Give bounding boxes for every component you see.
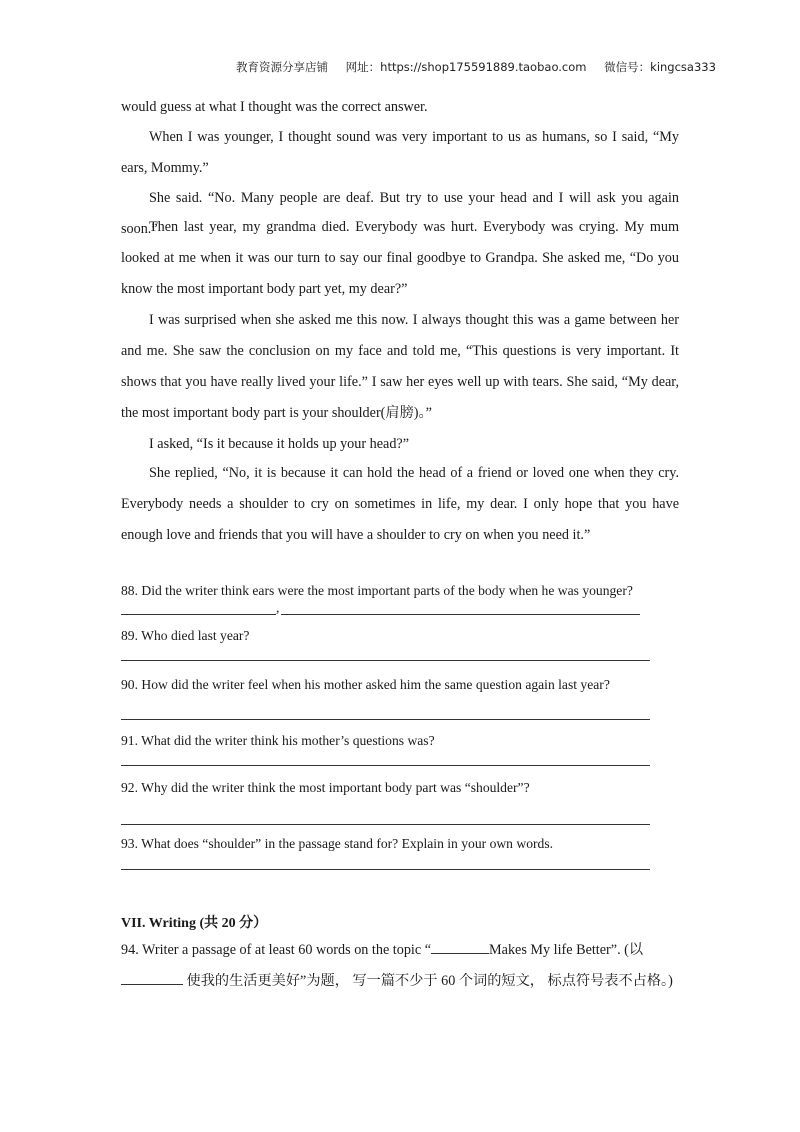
page-header: [236, 59, 730, 75]
answer-line-92[interactable]: [121, 824, 650, 825]
question-88: 88. Did the writer think ears were the most important parts of the body when he was younger?: [121, 583, 633, 598]
answer-line-88b[interactable]: [281, 614, 640, 615]
topic-blank-cn[interactable]: [121, 970, 183, 985]
wechat-value: kingcsa333: [650, 60, 716, 74]
passage-paragraph: Then last year, my grandma died. Everybody was hurt. Everybody was crying. My mum looked at me when it was our turn to say our final goodbye to Grandpa. She asked me, “Do you know the most important body part yet, my dear?”: [121, 219, 679, 297]
url-label: 网址：: [345, 60, 381, 74]
question-92: 92. Why did the writer think the most important body part was “shoulder”?: [121, 780, 530, 795]
answer-separator: ,: [276, 600, 280, 615]
passage-paragraph: would guess at what I thought was the correct answer.: [121, 99, 428, 115]
passage-paragraph: She said. “No. Many people are deaf. But try to use your head and I will ask you again soon.”: [121, 190, 679, 237]
prompt-text-c: 使我的生活更美好”为题， 写一篇不少于 60 个词的短文， 标点符号表不占格。): [183, 973, 673, 989]
answer-line-91[interactable]: [121, 765, 650, 766]
answer-line-93[interactable]: [121, 869, 650, 870]
prompt-text-a: 94. Writer a passage of at least 60 words on the topic “: [121, 942, 432, 958]
url-value: https://shop175591889.taobao.com: [380, 60, 587, 74]
writing-prompt: [121, 935, 679, 997]
passage-paragraph: She replied, “No, it is because it can hold the head of a friend or loved one when they cry. Everybody needs a shoulder to cry on sometimes in life, my dear. I only hope that you have enough love and friends that you will have a shoulder to cry on when you need it.”: [121, 465, 679, 543]
question-90: 90. How did the writer feel when his mother asked him the same question again last year?: [121, 677, 610, 692]
shop-name: 教育资源分享店铺: [236, 60, 328, 74]
section-heading: VII. Writing (共 20 分）: [121, 916, 268, 931]
question-89: 89. Who died last year?: [121, 628, 250, 643]
wechat-label: 微信号：: [604, 60, 651, 74]
prompt-text-b: Makes My life Better”. (以: [489, 942, 644, 958]
question-91: 91. What did the writer think his mother’s questions was?: [121, 733, 435, 748]
topic-blank[interactable]: [431, 939, 489, 954]
passage-paragraph: When I was younger, I thought sound was very important to us as humans, so I said, “My ears, Mommy.”: [121, 129, 679, 176]
url-text: [346, 60, 587, 74]
answer-line-88a[interactable]: [121, 614, 276, 615]
answer-line-89[interactable]: [121, 660, 650, 661]
question-93: 93. What does “shoulder” in the passage stand for? Explain in your own words.: [121, 836, 554, 851]
answer-line-90[interactable]: [121, 719, 650, 720]
passage-paragraph: I asked, “Is it because it holds up your head?”: [149, 436, 410, 452]
passage-paragraph: I was surprised when she asked me this now. I always thought this was a game between her and me. She saw the conclusion on my face and told me, “This questions is very important. It shows that you have really lived your life.” I saw her eyes well up with tears. She said, “My dear, the most important body part is your shoulder(肩膀)。”: [121, 312, 679, 421]
wechat-text: [604, 60, 716, 74]
